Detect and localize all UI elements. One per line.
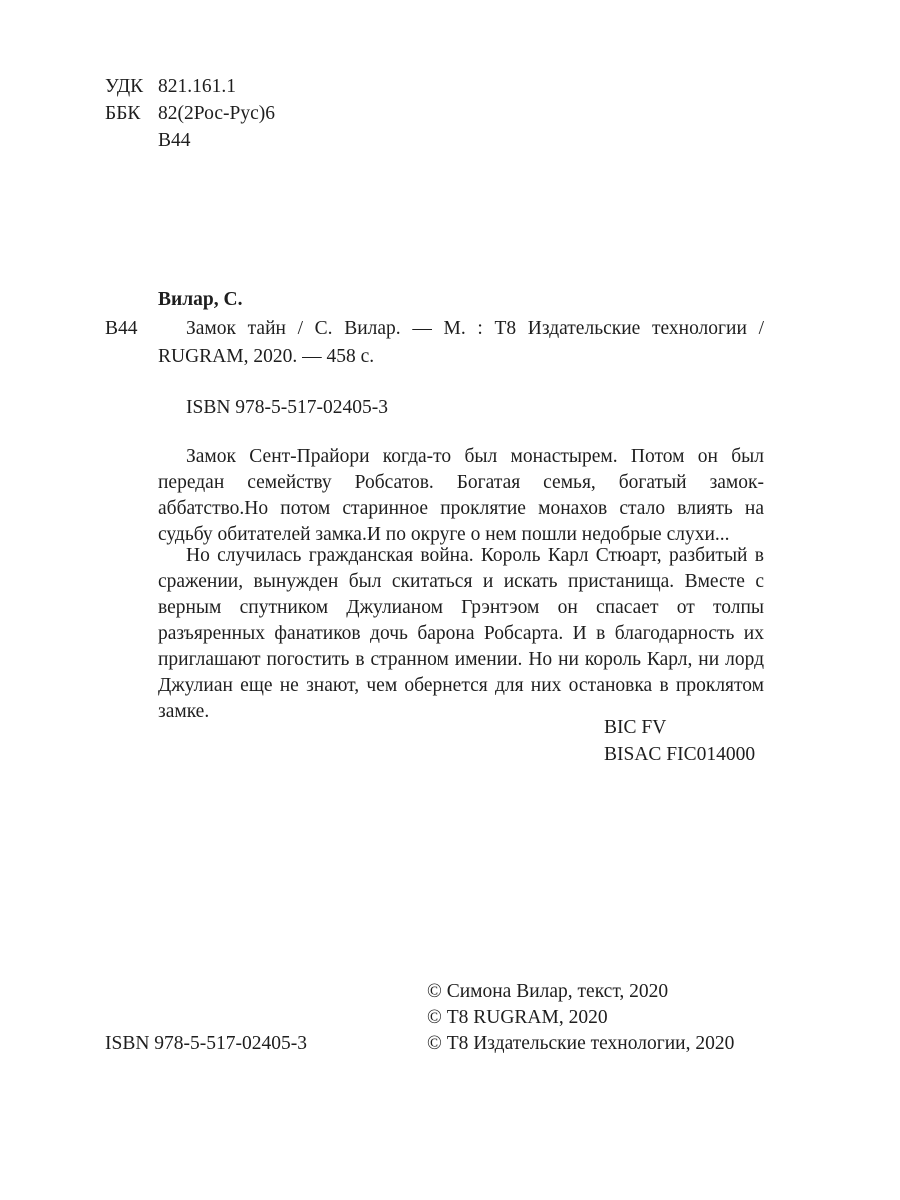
record-title-line1: Замок тайн / С. Вилар. — М. : Т8 Издательские технологии / <box>186 318 764 339</box>
bbk-value: 82(2Рос-Рус)6 <box>158 103 275 124</box>
copyright-rugram: © Т8 RUGRAM, 2020 <box>427 1007 608 1028</box>
annotation-paragraph-1: Замок Сент-Прайори когда-то был монастырем. Потом он был передан семейству Робсатов. Богатая семья, богатый замок-аббатство.Но потом старинное проклятие монахов стало влиять на судьбу обитателей замка.И по округе о нем пошли недобрые слухи... <box>158 446 764 545</box>
record-isbn: ISBN 978-5-517-02405-3 <box>186 397 389 418</box>
bisac-code: BISAC FIC014000 <box>604 744 756 765</box>
author-heading: Вилар, С. <box>158 289 243 310</box>
author-mark: В44 <box>158 130 191 151</box>
copyright-author: © Симона Вилар, текст, 2020 <box>427 981 669 1002</box>
footer-isbn: ISBN 978-5-517-02405-3 <box>105 1033 308 1054</box>
record-author-mark: В44 <box>105 318 138 339</box>
copyright-publisher: © Т8 Издательские технологии, 2020 <box>427 1033 735 1054</box>
udk-label: УДК <box>105 76 144 97</box>
annotation-paragraph-2: Но случилась гражданская война. Король Карл Стюарт, разбитый в сражении, вынужден был скитаться и искать пристанища. Вместе с верным спутником Джулианом Грэнтэом он спасает от толпы разъяренных фанатиков дочь барона Робсарта. И в благодарность их приглашают погостить в странном имении. Но ни король Карл, ни лорд Джулиан еще не знают, чем обернется для них остановка в проклятом замке. <box>158 545 764 722</box>
record-title-line2: RUGRAM, 2020. — 458 с. <box>158 346 375 367</box>
bic-code: BIC FV <box>604 717 667 738</box>
bbk-label: ББК <box>105 103 141 124</box>
udk-value: 821.161.1 <box>158 76 236 97</box>
